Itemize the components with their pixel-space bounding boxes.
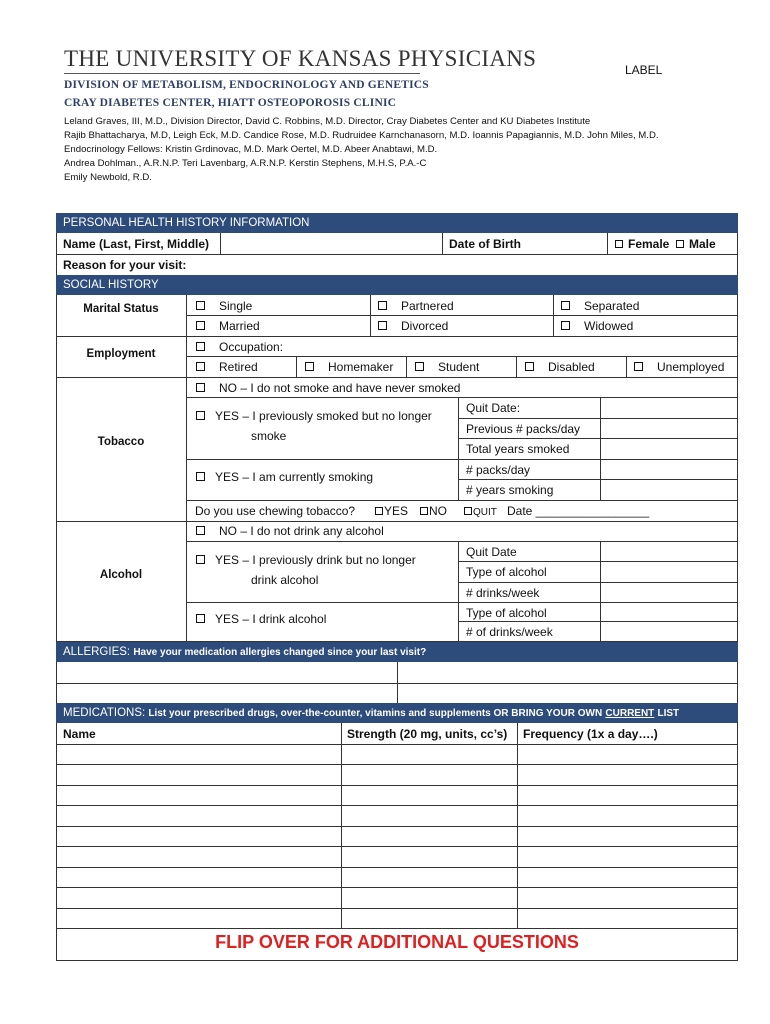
alcohol-no-option[interactable]: NO – I do not drink any alcohol xyxy=(196,524,384,538)
health-history-form xyxy=(56,213,738,961)
employment-disabled[interactable]: Disabled xyxy=(525,360,595,374)
tobacco-prev-packs-field[interactable] xyxy=(602,420,735,437)
employment-label: Employment xyxy=(86,348,156,360)
allergies-question: Have your medication allergies changed since your last visit? xyxy=(133,647,427,658)
tobacco-years-smoking-field[interactable] xyxy=(602,481,735,498)
reason-label: Reason for your visit: xyxy=(63,258,187,272)
medications-instruction: List your prescribed drugs, over-the-counter, vitamins and supplements OR BRING YOUR OWN xyxy=(148,708,603,719)
alcohol-drinks-week-field[interactable] xyxy=(602,623,735,639)
alcohol-drinks-week-label: # of drinks/week xyxy=(466,625,553,639)
alcohol-quit-date-label: Quit Date xyxy=(466,545,517,559)
marital-widowed[interactable]: Widowed xyxy=(561,319,633,333)
marital-married[interactable]: Married xyxy=(196,319,260,333)
alcohol-type-field[interactable] xyxy=(602,604,735,620)
dob-field[interactable] xyxy=(516,235,604,252)
allergy-field-2[interactable] xyxy=(399,664,735,682)
reason-field[interactable] xyxy=(196,256,731,273)
med-row-9[interactable] xyxy=(58,910,339,927)
medications-heading: MEDICATIONS: xyxy=(63,707,146,719)
social-heading-bar xyxy=(56,275,738,295)
staff-line-4: Andrea Dohlman., A.R.N.P. Teri Lavenbarg, A.R.N.P. Kerstin Stephens, M.H.S, P.A.-C xyxy=(64,158,427,169)
alcohol-label: Alcohol xyxy=(99,569,143,581)
alcohol-quit-date-field[interactable] xyxy=(602,543,735,560)
alcohol-previous-line2: drink alcohol xyxy=(251,573,319,587)
tobacco-no-option[interactable]: NO – I do not smoke and have never smoked xyxy=(196,381,460,395)
tobacco-packs-day-field[interactable] xyxy=(602,461,735,478)
medications-heading-bar xyxy=(56,703,738,723)
alcohol-prev-drinks-field[interactable] xyxy=(602,584,735,601)
tobacco-years-smoking-label: # years smoking xyxy=(466,483,554,497)
med-col-frequency: Frequency (1x a day….) xyxy=(523,727,658,741)
allergy-field-3[interactable] xyxy=(58,685,395,702)
chewing-question: Do you use chewing tobacco? xyxy=(195,504,356,518)
tobacco-packs-day-label: # packs/day xyxy=(466,463,531,477)
checkbox-icon[interactable] xyxy=(615,240,623,248)
staff-line-3: Endocrinology Fellows: Kristin Grdinovac, M.D. Mark Oertel, M.D. Abeer Anabtawi, M.D. xyxy=(64,144,438,155)
personal-heading-bar xyxy=(56,213,738,233)
med-row-8[interactable] xyxy=(58,889,339,907)
med-row-5[interactable] xyxy=(58,828,339,845)
allergy-field-4[interactable] xyxy=(399,685,735,702)
dob-label: Date of Birth xyxy=(449,237,521,251)
social-heading: SOCIAL HISTORY xyxy=(63,279,159,291)
med-col-name: Name xyxy=(63,727,96,741)
personal-heading: PERSONAL HEALTH HISTORY INFORMATION xyxy=(63,217,310,229)
division-name: DIVISION OF METABOLISM, ENDOCRINOLOGY AND GENETICS xyxy=(64,79,429,91)
alcohol-prev-type-field[interactable] xyxy=(602,563,735,580)
employment-unemployed[interactable]: Unemployed xyxy=(634,360,724,374)
gender-male-option[interactable]: Male xyxy=(676,237,716,251)
header-rule xyxy=(64,73,420,74)
chewing-quit-date[interactable]: Date _________________ xyxy=(507,504,650,518)
tobacco-total-years-field[interactable] xyxy=(602,440,735,457)
employment-occupation[interactable]: Occupation: xyxy=(196,340,283,354)
alcohol-prev-drinks-label: # drinks/week xyxy=(466,586,540,600)
allergy-field-1[interactable] xyxy=(58,664,395,682)
tobacco-quit-date-field[interactable] xyxy=(602,399,735,416)
allergies-heading: ALLERGIES: xyxy=(63,646,131,658)
chewing-quit-option[interactable]: QUIT xyxy=(464,504,497,520)
name-label: Name (Last, First, Middle) xyxy=(63,237,210,251)
tobacco-previous-option[interactable]: YES – I previously smoked but no longer xyxy=(196,409,432,423)
marital-single[interactable]: Single xyxy=(196,299,252,313)
med-row-4[interactable] xyxy=(58,807,339,825)
employment-homemaker[interactable]: Homemaker xyxy=(305,360,393,374)
marital-partnered[interactable]: Partnered xyxy=(378,299,454,313)
employment-retired[interactable]: Retired xyxy=(196,360,258,374)
medications-list-word: LIST xyxy=(657,708,680,719)
med-row-2[interactable] xyxy=(58,766,339,784)
med-row-7[interactable] xyxy=(58,869,339,886)
alcohol-prev-type-label: Type of alcohol xyxy=(466,565,547,579)
employment-student[interactable]: Student xyxy=(415,360,479,374)
med-row-3[interactable] xyxy=(58,787,339,804)
clinic-name: CRAY DIABETES CENTER, HIATT OSTEOPOROSIS CLINIC xyxy=(64,97,397,109)
flip-over-notice: FLIP OVER FOR ADDITIONAL QUESTIONS xyxy=(215,932,579,952)
med-row-6[interactable] xyxy=(58,848,339,866)
university-title: THE UNIVERSITY OF KANSAS PHYSICIANS xyxy=(64,46,537,71)
allergies-heading-bar xyxy=(56,642,738,662)
marital-status-label: Marital Status xyxy=(83,303,159,315)
alcohol-current-option[interactable]: YES – I drink alcohol xyxy=(196,612,326,626)
chewing-no-option[interactable]: NO xyxy=(420,504,447,518)
tobacco-current-option[interactable]: YES – I am currently smoking xyxy=(196,470,373,484)
marital-separated[interactable]: Separated xyxy=(561,299,639,313)
med-row-1[interactable] xyxy=(58,746,339,763)
medications-current: CURRENT xyxy=(605,708,655,719)
alcohol-type-label: Type of alcohol xyxy=(466,606,547,620)
tobacco-quit-date-label: Quit Date: xyxy=(466,401,521,415)
tobacco-previous-line2: smoke xyxy=(251,429,287,443)
tobacco-prev-packs-label: Previous # packs/day xyxy=(466,422,581,436)
alcohol-previous-option[interactable]: YES – I previously drink but no longer xyxy=(196,553,416,567)
chewing-yes-option[interactable]: YES xyxy=(375,504,408,518)
marital-divorced[interactable]: Divorced xyxy=(378,319,448,333)
gender-female-option[interactable]: Female xyxy=(615,237,669,251)
staff-line-5: Emily Newbold, R.D. xyxy=(64,172,152,183)
staff-line-1: Leland Graves, III, M.D., Division Director, David C. Robbins, M.D. Director, Cray Diabetes Center and KU Diabetes Institute xyxy=(64,116,591,127)
med-col-strength: Strength (20 mg, units, cc’s) xyxy=(347,727,508,741)
label-text: LABEL xyxy=(625,63,663,77)
name-field[interactable] xyxy=(222,235,440,252)
tobacco-total-years-label: Total years smoked xyxy=(466,442,570,456)
tobacco-label: Tobacco xyxy=(97,436,145,448)
checkbox-icon[interactable] xyxy=(676,240,684,248)
staff-line-2: Rajib Bhattacharya, M.D, Leigh Eck, M.D. Candice Rose, M.D. Rudruidee Karnchanasorn, M.D. Ioannis Papagiannis, M.D. John Miles, M.D. xyxy=(64,130,659,141)
